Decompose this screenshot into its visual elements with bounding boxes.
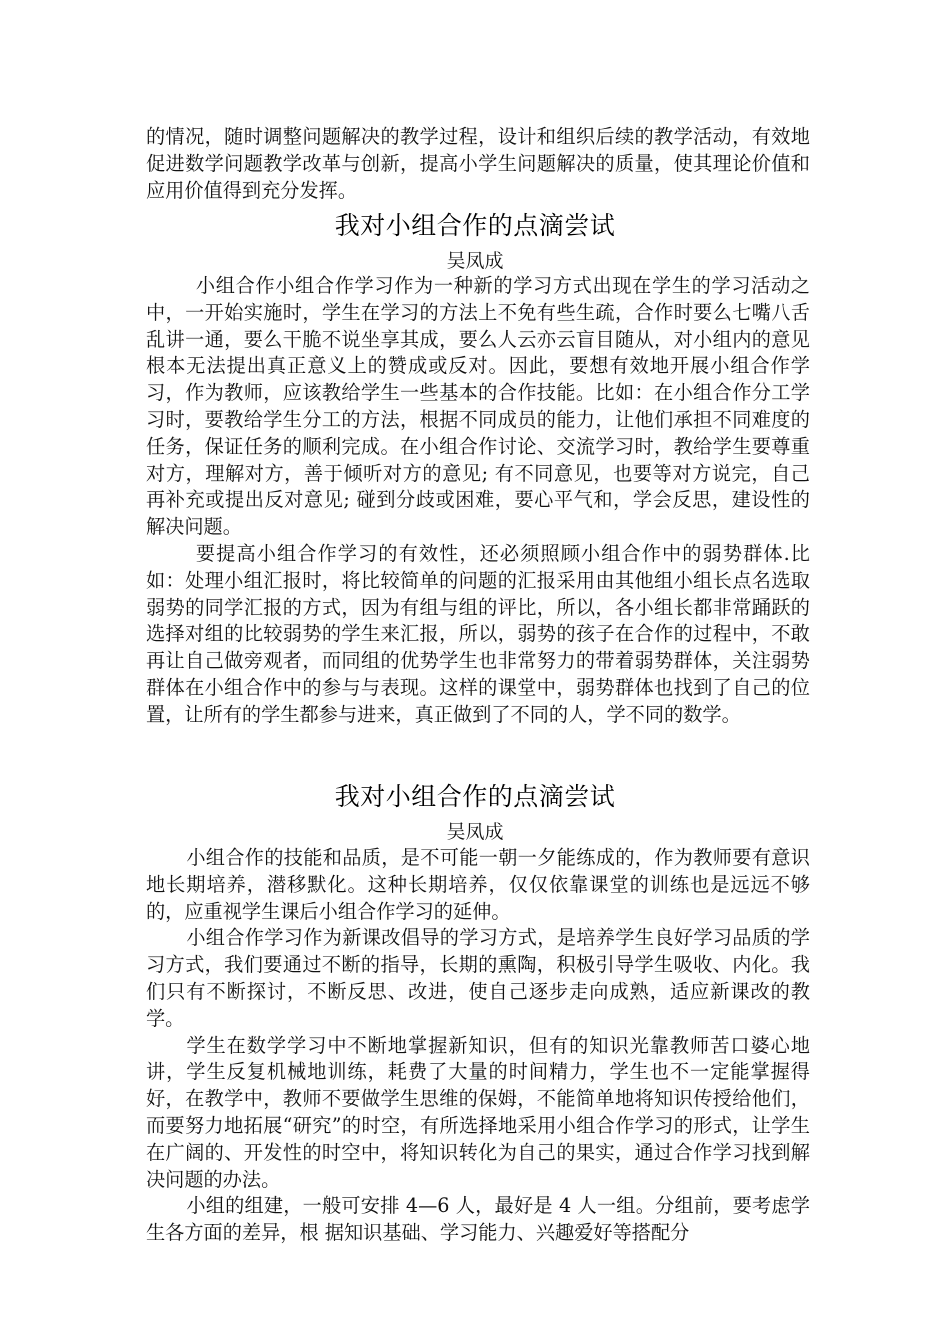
article2-paragraph: 小组的组建，一般可安排 4—6 人，最好是 4 人一组。分组前，要考虑学生各方面的差异，根 据知识基础、学习能力、兴趣爱好等搭配分 bbox=[146, 1194, 810, 1245]
article1-title: 我对小组合作的点滴尝试 bbox=[334, 211, 616, 240]
article1-paragraph: 小组合作小组合作学习作为一种新的学习方式出现在学生的学习活动之中，一开始实施时，学生在学习的方法上不免有些生疏，合作时要么七嘴八舌乱讲一通，要么干脆不说坐享其成，要么人云亦云盲目随从，对小组内的意见根本无法提出真正意义上的赞成或反对。因此，要想有效地开展小组合作学习，作为教师，应该教给学生一些基本的合作技能。比如：在小组合作分工学习时，要教给学生分工的方法，根据不同成员的能力，让他们承担不同难度的任务，保证任务的顺利完成。在小组合作讨论、交流学习时，教给学生要尊重对方，理解对方，善于倾听对方的意见; 有不同意见，也要等对方说完，自己再补充或提出反对意见; 碰到分歧或困难，要心平气和，学会反思，建设性的解决问题。 bbox=[146, 274, 810, 539]
article2-paragraph: 小组合作学习作为新课改倡导的学习方式，是培养学生良好学习品质的学习方式，我们要通过不断的指导，长期的熏陶，积极引导学生吸收、内化。我们只有不断探讨，不断反思、改进，使自己逐步走向成熟，适应新课改的教学。 bbox=[146, 926, 810, 1030]
article2-author: 吴凤成 bbox=[446, 821, 504, 843]
article1-body bbox=[146, 273, 810, 729]
article2-paragraph: 学生在数学学习中不断地掌握新知识，但有的知识光靠教师苦口婆心地讲，学生反复机械地训练，耗费了大量的时间精力，学生也不一定能掌握得好，在教学中，教师不要做学生思维的保姆，不能简单地将知识传授给他们，而要努力地拓展“研究”的时空，有所选择地采用小组合作学习的形式，让学生在广阔的、开发性的时空中，将知识转化为自己的果实，通过合作学习找到解决问题的办法。 bbox=[146, 1033, 810, 1191]
article2-body bbox=[146, 845, 810, 1247]
article1-author: 吴凤成 bbox=[446, 250, 504, 272]
article1-paragraph: 要提高小组合作学习的有效性，还必须照顾小组合作中的弱势群体.比如：处理小组汇报时，将比较简单的问题的汇报采用由其他组小组长点名选取弱势的同学汇报的方式，因为有组与组的评比，所以，各小组长都非常踊跃的选择对组的比较弱势的学生来汇报，所以，弱势的孩子在合作的过程中，不敢再让自己做旁观者，而同组的优势学生也非常努力的带着弱势群体，关注弱势群体在小组合作中的参与与表现。这样的课堂中，弱势群体也找到了自己的位置，让所有的学生都参与进来，真正做到了不同的人，学不同的数学。 bbox=[146, 541, 810, 726]
intro-paragraph: 的情况，随时调整问题解决的教学过程，设计和组织后续的教学活动，有效地促进数学问题教学改革与创新，提高小学生问题解决的质量，使其理论价值和应用价值得到充分发挥。 bbox=[146, 125, 810, 202]
article2-title: 我对小组合作的点滴尝试 bbox=[334, 782, 616, 811]
intro-section bbox=[146, 124, 810, 204]
article2-paragraph: 小组合作的技能和品质，是不可能一朝一夕能练成的，作为教师要有意识地长期培养，潜移默化。这种长期培养，仅仅依靠课堂的训练也是远远不够的，应重视学生课后小组合作学习的延伸。 bbox=[146, 846, 810, 923]
